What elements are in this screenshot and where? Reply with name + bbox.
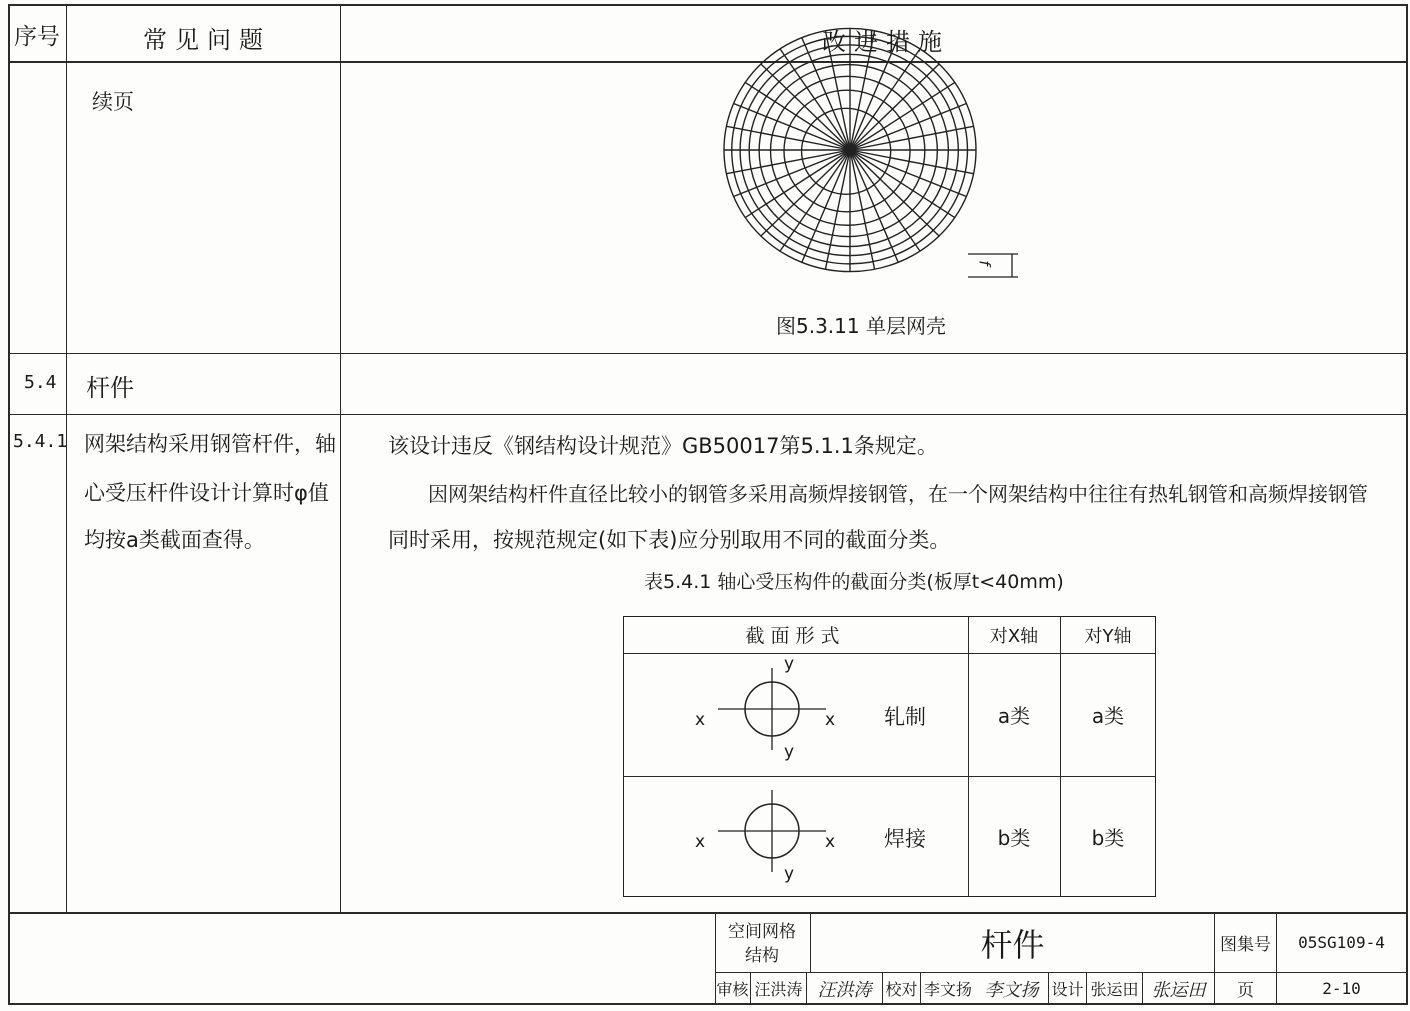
row2-y-class: b类 [1091,826,1125,850]
frame-top [8,4,1408,6]
dome-radial-member [780,49,850,150]
header-bottom-line [8,61,1408,63]
section-title: 杆件 [86,374,134,402]
table-caption: 表5.4.1 轴心受压构件的截面分类(板厚t<40mm) [644,571,1064,593]
row1-axis-x-right: x [825,710,836,730]
dome-radial-member [761,64,850,150]
dome-ring [784,90,910,212]
dome-ring [749,54,948,246]
row1-axis-y-top: y [784,654,795,674]
section-number: 5.4 [24,372,57,393]
dome-radial-member [850,150,974,174]
frame-right [1406,4,1408,1005]
dome-radial-member [850,64,939,150]
row1-axis-x-left: x [695,710,706,730]
row2-type: 焊接 [884,827,926,851]
table-header-y: 对Y轴 [1084,625,1132,647]
dome-radial-member [850,150,939,236]
dome-radial-member [850,150,966,197]
dimension-label: f [975,260,994,266]
dome-radial-member [850,150,955,218]
row1-type: 轧制 [884,705,926,729]
dome-ring [740,45,958,256]
dome-radial-member [734,103,850,150]
dome-radial-member [850,150,920,251]
dome-radial-member [745,82,850,150]
header-problem: 常见问题 [143,26,271,54]
problem-line-3: 均按a类截面查得。 [84,528,265,552]
tb-checker-signature: 李文扬 [984,979,1039,1001]
row-line-1 [8,353,1408,354]
dome-radial-member [850,126,974,150]
dome-ring [724,28,976,271]
dome-ring [732,36,968,263]
tb-checker: 李文扬 [923,980,972,999]
continued-label: 续页 [92,90,134,114]
tb-title: 杆件 [980,925,1045,964]
row-line-2 [8,414,1408,415]
problem-line-1: 网架结构采用钢管杆件，轴 [84,432,336,456]
dome-radial-member [780,150,850,251]
row2-axis-y-bottom: y [784,864,795,884]
item-number: 5.4.1 [13,431,68,452]
dome-radial-member [802,150,850,262]
row2-axis-x-right: x [825,832,836,852]
col-line-1 [66,4,67,913]
dome-radial-member [726,126,850,150]
header-measure: 改进措施 [822,28,950,56]
tb-page-no: 2-10 [1322,979,1361,998]
dome-ring [759,65,937,237]
measure-line-2: 因网架结构杆件直径比较小的钢管多采用高频焊接钢管，在一个网架结构中往往有热轧钢管和高频焊接钢管 [428,482,1368,506]
row2-axis-x-left: x [695,832,706,852]
tb-design-label: 设计 [1051,980,1084,999]
row1-y-class: a类 [1091,704,1125,728]
tb-review-label: 审核 [716,980,749,999]
measure-line-3: 同时采用，按规范规定(如下表)应分别取用不同的截面分类。 [388,528,951,552]
frame-left [8,4,10,1005]
measure-line-1: 该设计违反《钢结构设计规范》GB50017第5.1.1条规定。 [388,434,938,458]
dome-radial-member [761,150,850,236]
tb-category: 空间网格结构 [728,922,796,966]
tb-atlas-no: 05SG109-4 [1298,933,1385,952]
tb-check-label: 校对 [885,980,918,999]
dome-crown [847,147,853,153]
dome-radial-member [734,150,850,197]
figure-caption: 图5.3.11 单层网壳 [776,314,946,338]
row1-x-class: a类 [997,704,1031,728]
dome-radial-member [850,49,920,150]
row1-axis-y-bottom: y [784,742,795,762]
dome-radial-member [745,150,850,218]
tb-designer-signature: 张运田 [1151,979,1206,1001]
table-header-x: 对X轴 [989,625,1039,647]
header-seq: 序号 [14,24,60,50]
tb-page-label: 页 [1237,981,1254,1001]
tb-atlas-label: 图集号 [1220,935,1271,955]
tb-designer: 张运田 [1090,980,1139,999]
dome-radial-member [825,150,850,269]
row2-x-class: b类 [997,826,1031,850]
dome-radial-member [850,82,955,150]
dome-radial-member [726,150,850,174]
dome-radial-member [850,103,966,150]
tb-reviewer: 汪洪涛 [754,980,803,999]
table-header-form: 截面形式 [745,625,846,647]
tb-reviewer-signature: 汪洪涛 [817,979,872,1001]
dome-ring [802,108,891,194]
dome-radial-member [850,150,875,269]
dome-radial-member [850,150,898,262]
dome-ring [771,76,925,225]
problem-line-2: 心受压杆件设计计算时φ值 [84,481,329,505]
col-line-2 [340,4,341,913]
